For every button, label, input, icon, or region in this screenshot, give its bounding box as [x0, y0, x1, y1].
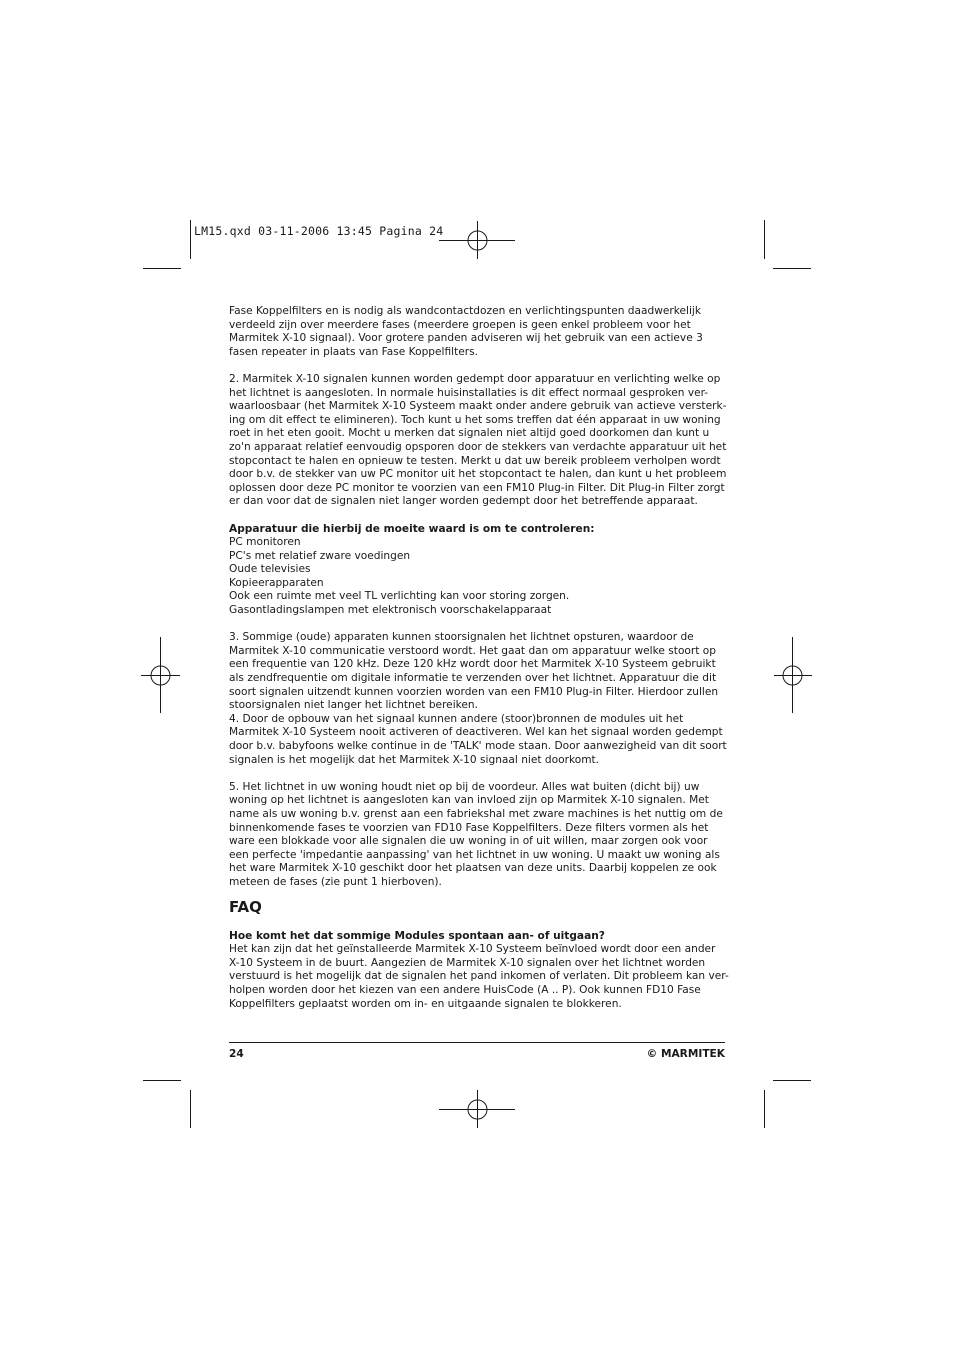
list-item: Ook een ruimte met veel TL verlichting kan voor storing zorgen.: [229, 590, 570, 603]
paragraph-point-2: 2. Marmitek X-10 signalen kunnen worden gedempt door apparatuur en verlichting welke op het lichtnet is aangesloten. In normale huisinstallaties is dit effect normaal gesproken ver-waarloosbaar (het Marmitek X-10 Systeem maakt onder andere gebruik van actieve versterk-ing om dit effect te elimineren). Toch kunt u het soms treffen dat één apparaat in uw woning roet in het eten gooit. Mocht u merken dat signalen niet altijd goed doorkomen dan kunt u zo'n apparaat relatief eenvoudig opsporen door de stekkers van verdachte apparatuur uit het stopcontact te halen en opnieuw te testen. Merkt u dat uw bereik probleem verholpen wordt door b.v. de stekker van uw PC monitor uit het stopcontact te halen, dan kunt u het probleem oplossen door deze PC monitor te voorzien van een FM10 Plug-in Filter. Dit Plug-in Filter zorgt er dan voor dat de signalen niet langer worden gedempt door het betreffende apparaat.: [229, 372, 727, 508]
list-item: Kopieerapparaten: [229, 576, 324, 589]
page-number: 24: [229, 1048, 244, 1060]
list-item: Oude televisies: [229, 563, 311, 576]
list-heading: Apparatuur die hierbij de moeite waard is om te controleren:: [229, 522, 595, 535]
list-item: PC monitoren: [229, 536, 301, 549]
paragraph-fase-koppelfilters: Fase Koppelfilters en is nodig als wandcontactdozen en verlichtingspunten daadwerkelijk verdeeld zijn over meerdere fases (meerdere groepen is geen enkel probleem voor het Marmitek X-10 signaal). Voor grotere panden adviseren wij het gebruik van een actieve 3 fasen repeater in plaats van Fase Koppelfilters.: [229, 305, 703, 358]
paragraph-point-3: 3. Sommige (oude) apparaten kunnen stoorsignalen het lichtnet opsturen, waardoor de Marmitek X-10 communicatie verstoord wordt. Het gaat dan om apparatuur welke stoort op een frequentie van 120 kHz. Deze 120 kHz wordt door het Marmitek X-10 Systeem gebruikt als zendfrequentie om digitale informatie te verzenden over het lichtnet. Apparatuur die dit soort signalen uitzendt kunnen voorzien worden van een FM10 Plug-in Filter. Hierdoor zullen stoorsignalen niet langer het lichtnet bereiken.: [229, 631, 719, 712]
paragraph-point-5: 5. Het lichtnet in uw woning houdt niet op bij de voordeur. Alles wat buiten (dicht bij) uw woning op het lichtnet is aangesloten kan van invloed zijn op Marmitek X-10 signalen. Met name als uw woning b.v. grenst aan een fabriekshal met zware machines is het nuttig om de binnenkomende fases te voorzien van FD10 Fase Koppelfilters. Deze filters vormen als het ware een blokkade voor alle signalen die uw woning in of uit willen, maar zorgen ook voor een perfecte 'impedantie aanpassing' van het lichtnet in uw woning. U maakt uw woning als het ware Marmitek X-10 geschikt door het plaatsen van deze units. Daarbij koppelen ze ook meteen de fases (zie punt 1 hierboven).: [229, 780, 723, 888]
faq-question: Hoe komt het dat sommige Modules spontaan aan- of uitgaan?: [229, 929, 605, 942]
footer-divider: [229, 1042, 725, 1043]
print-slug: LM15.qxd 03-11-2006 13:45 Pagina 24: [194, 224, 444, 238]
list-item: PC's met relatief zware voedingen: [229, 549, 411, 562]
faq-answer: Het kan zijn dat het geïnstalleerde Marmitek X-10 Systeem beïnvloed wordt door een ander X-10 Systeem in de buurt. Aangezien de Marmitek X-10 signalen over het lichtnet worden verstuurd is het mogelijk dat de signalen het pand inkomen of verlaten. Dit probleem kan ver-holpen worden door het kiezen van een andere HuisCode (A .. P). Ook kunnen FD10 Fase Koppelfilters geplaatst worden om in- en uitgaande signalen te blokkeren.: [229, 943, 729, 1010]
page-body: [229, 305, 729, 1011]
list-item: Gasontladingslampen met elektronisch voorschakelapparaat: [229, 604, 552, 617]
paragraph-point-4: 4. Door de opbouw van het signaal kunnen andere (stoor)bronnen de modules uit het Marmitek X-10 Systeem nooit activeren of deactiveren. Wel kan het signaal worden gedempt door b.v. babyfoons welke continue in de 'TALK' mode staan. Door aanwezigheid van dit soort signalen is het mogelijk dat het Marmitek X-10 signaal niet doorkomt.: [229, 712, 727, 766]
faq-heading: FAQ: [229, 897, 262, 916]
footer-brand: © MARMITEK: [646, 1048, 725, 1060]
